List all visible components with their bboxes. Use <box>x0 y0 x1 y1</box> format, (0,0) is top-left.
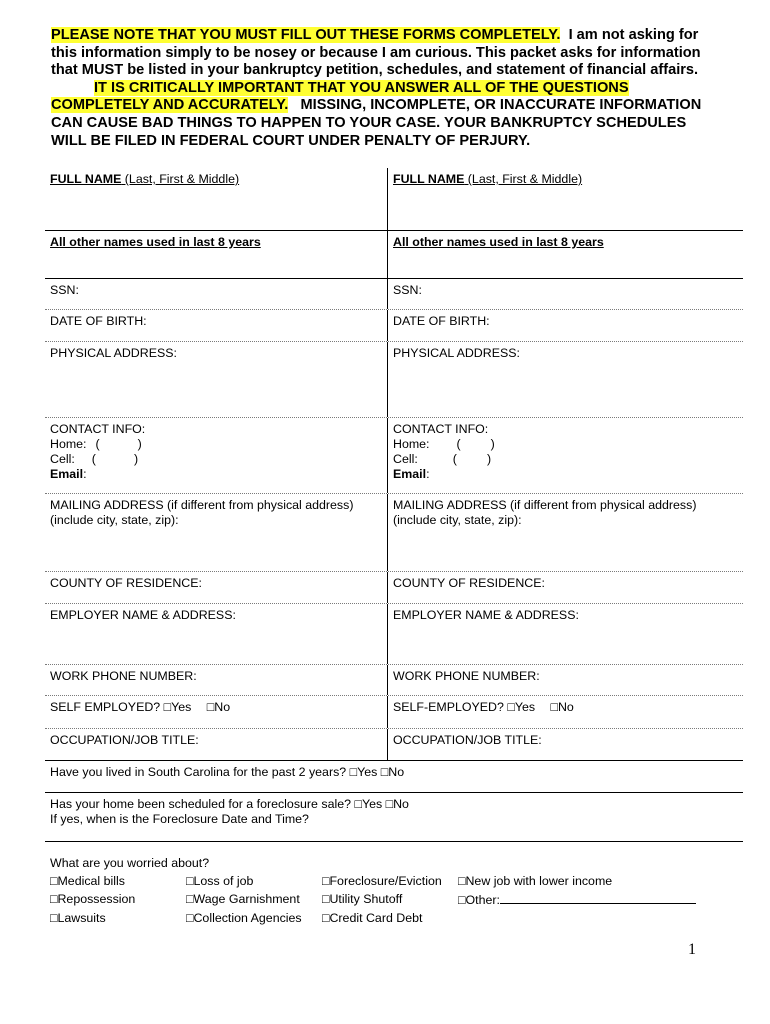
instruction-line-4 <box>51 80 751 98</box>
foreclosure-yes-option[interactable] <box>354 797 382 811</box>
worry-option-repossession[interactable] <box>50 892 186 908</box>
field-label: EMPLOYER NAME & ADDRESS: <box>50 608 236 622</box>
debtor-ssn-field[interactable] <box>45 279 388 309</box>
checkbox-icon[interactable]: □ <box>385 797 394 811</box>
option-label: New job with lower income <box>465 874 613 888</box>
field-label: FULL NAME <box>393 172 465 186</box>
area-code-close: ) <box>486 452 492 466</box>
option-label: Wage Garnishment <box>193 892 300 906</box>
instruction-line-5 <box>51 97 751 115</box>
checkbox-icon[interactable]: □ <box>186 892 194 906</box>
full-name-row <box>45 168 743 231</box>
cell-phone-line <box>50 452 382 467</box>
county-row <box>45 572 743 604</box>
instruction-text: MISSING, INCOMPLETE, OR INACCURATE INFORMATION <box>288 97 702 114</box>
checkbox-icon[interactable]: □ <box>458 893 466 907</box>
residency-no-option[interactable] <box>381 765 404 779</box>
field-label: SSN: <box>50 283 79 297</box>
spouse-other-names-field[interactable] <box>388 231 743 278</box>
field-label: DATE OF BIRTH: <box>393 314 490 328</box>
email-label: Email <box>50 467 84 481</box>
foreclosure-question-row <box>45 793 743 842</box>
email-line <box>393 467 738 482</box>
field-label: FULL NAME <box>50 172 122 186</box>
field-label: PHYSICAL ADDRESS: <box>50 346 177 360</box>
worry-option-credit-card-debt[interactable] <box>322 911 458 926</box>
other-blank-line[interactable] <box>500 892 696 904</box>
checkbox-icon[interactable]: □ <box>507 700 515 714</box>
field-label: PHYSICAL ADDRESS: <box>393 346 520 360</box>
field-label: COUNTY OF RESIDENCE: <box>50 576 202 590</box>
checkbox-icon[interactable]: □ <box>186 874 194 888</box>
option-label: Yes <box>514 700 536 714</box>
field-label: SSN: <box>393 283 422 297</box>
field-label: CONTACT INFO: <box>50 422 146 436</box>
cell-label: Cell: <box>393 452 418 466</box>
field-label: CONTACT INFO: <box>393 422 489 436</box>
worry-option-utility-shutoff[interactable] <box>322 892 458 908</box>
option-label: No <box>557 700 574 714</box>
checkbox-icon[interactable]: □ <box>349 765 358 779</box>
option-label: Yes <box>357 765 378 779</box>
question-text: Has your home been scheduled for a foreclosure sale? <box>50 797 351 811</box>
field-label: MAILING ADDRESS (if different from physical address) <box>393 498 697 512</box>
contact-info-row <box>45 418 743 494</box>
checkbox-icon[interactable]: □ <box>186 911 194 925</box>
worry-option-lawsuits[interactable] <box>50 911 186 926</box>
worries-title: What are you worried about? <box>50 856 210 870</box>
option-label: Collection Agencies <box>193 911 302 925</box>
instruction-line-7: WILL BE FILED IN FEDERAL COURT UNDER PENALTY OF PERJURY. <box>51 132 531 149</box>
self-employed-no-option[interactable] <box>207 700 230 714</box>
checkbox-icon[interactable]: □ <box>458 874 466 888</box>
debtor-full-name-field[interactable] <box>45 168 388 230</box>
field-hint: (include city, state, zip): <box>393 513 522 527</box>
field-hint: (include city, state, zip): <box>50 513 179 527</box>
option-label: Lawsuits <box>57 911 106 925</box>
spouse-self-employed-field <box>388 696 743 728</box>
self-employed-yes-option[interactable] <box>164 700 192 714</box>
other-names-row <box>45 231 743 279</box>
instruction-line-3: that MUST be listed in your bankruptcy petition, schedules, and statement of financial affairs. <box>51 62 699 79</box>
debtor-occupation-field[interactable] <box>45 729 388 760</box>
field-label: SELF EMPLOYED? <box>50 700 161 714</box>
instruction-text: I am not asking for <box>560 27 699 43</box>
field-label: OCCUPATION/JOB TITLE: <box>50 733 199 747</box>
checkbox-icon[interactable]: □ <box>322 892 330 906</box>
self-employed-no-option[interactable] <box>550 700 573 714</box>
instruction-line-2: this information simply to be nosey or because I am curious. This packet asks for information <box>51 44 701 61</box>
field-label: WORK PHONE NUMBER: <box>393 669 540 683</box>
spouse-employer-field[interactable] <box>388 604 743 664</box>
page-number: 1 <box>688 941 696 958</box>
highlighted-notice: COMPLETELY AND ACCURATELY. <box>51 97 289 114</box>
checkbox-icon[interactable]: □ <box>50 911 58 925</box>
field-label: SELF-EMPLOYED? <box>393 700 504 714</box>
email-colon: : <box>83 467 87 481</box>
option-label: Yes <box>171 700 192 714</box>
checkbox-icon[interactable]: □ <box>354 797 362 811</box>
home-label: Home: <box>50 437 87 451</box>
checkbox-icon[interactable]: □ <box>206 700 215 714</box>
spouse-dob-field[interactable] <box>388 310 743 341</box>
field-label: COUNTY OF RESIDENCE: <box>393 576 545 590</box>
debtor-contact-info-field[interactable] <box>45 418 388 493</box>
area-code-open: ( <box>91 452 96 466</box>
worry-option-medical-bills[interactable] <box>50 874 186 889</box>
highlighted-notice: IT IS CRITICALLY IMPORTANT THAT YOU ANSWER ALL OF THE QUESTIONS <box>94 79 629 96</box>
email-label: Email <box>393 467 427 481</box>
work-phone-row <box>45 665 743 696</box>
option-label: Credit Card Debt <box>329 911 423 925</box>
option-label: Loss of job <box>193 874 254 888</box>
residency-question-row <box>45 761 743 793</box>
foreclosure-no-option[interactable] <box>386 797 409 811</box>
ssn-row <box>45 279 743 310</box>
debtor-other-names-field[interactable] <box>45 231 388 278</box>
self-employed-row <box>45 696 743 729</box>
physical-address-row <box>45 342 743 418</box>
debtor-physical-address-field[interactable] <box>45 342 388 417</box>
spouse-full-name-field[interactable] <box>388 168 743 230</box>
home-phone-line <box>393 437 738 452</box>
option-label: No <box>393 797 409 811</box>
option-label: Yes <box>361 797 383 811</box>
worry-option-loss-of-job[interactable] <box>186 874 322 889</box>
field-label: MAILING ADDRESS (if different from physical address) <box>50 498 354 512</box>
worry-option-new-job-lower-income[interactable] <box>458 874 698 889</box>
option-label: Medical bills <box>57 874 125 888</box>
area-code-close: ) <box>133 452 139 466</box>
occupation-row <box>45 729 743 761</box>
foreclosure-question <box>45 793 743 841</box>
option-label: No <box>388 765 405 779</box>
employer-row <box>45 604 743 665</box>
option-label: Other: <box>465 893 500 907</box>
worries-options <box>50 874 738 926</box>
field-label: WORK PHONE NUMBER: <box>50 669 197 683</box>
checkbox-icon[interactable]: □ <box>380 765 389 779</box>
area-code-open: ( <box>456 437 461 451</box>
residency-yes-option[interactable] <box>350 765 378 779</box>
field-label: DATE OF BIRTH: <box>50 314 147 328</box>
debtor-mailing-address-field[interactable] <box>45 494 388 571</box>
option-label: No <box>214 700 231 714</box>
mailing-address-row <box>45 494 743 572</box>
field-label: All other names used in last 8 years <box>393 235 604 249</box>
option-label: Repossession <box>57 892 136 906</box>
debtor-dob-field[interactable] <box>45 310 388 341</box>
cell-label: Cell: <box>50 452 75 466</box>
checkbox-icon[interactable]: □ <box>50 892 58 906</box>
debtor-county-field[interactable] <box>45 572 388 603</box>
spouse-contact-info-field[interactable] <box>388 418 743 493</box>
checkbox-icon[interactable]: □ <box>163 700 172 714</box>
cell-phone-line <box>393 452 738 467</box>
area-code-close: ) <box>137 437 142 451</box>
checkbox-icon[interactable]: □ <box>322 874 330 888</box>
area-code-open: ( <box>452 452 457 466</box>
worry-option-wage-garnishment[interactable] <box>186 892 322 908</box>
worry-option-other[interactable] <box>458 892 698 908</box>
debtor-work-phone-field[interactable] <box>45 665 388 695</box>
worries-section <box>45 842 743 926</box>
area-code-close: ) <box>490 437 495 451</box>
field-hint: (Last, First & Middle) <box>464 172 583 186</box>
spouse-occupation-field[interactable] <box>388 729 743 760</box>
self-employed-yes-option[interactable] <box>507 700 535 714</box>
spouse-ssn-field[interactable] <box>388 279 743 309</box>
home-phone-line <box>50 437 382 452</box>
option-label: Foreclosure/Eviction <box>329 874 442 888</box>
spouse-physical-address-field[interactable] <box>388 342 743 417</box>
debtor-self-employed-field <box>45 696 388 728</box>
email-colon: : <box>426 467 430 481</box>
instruction-line-6: CAN CAUSE BAD THINGS TO HAPPEN TO YOUR CASE. YOUR BANKRUPTCY SCHEDULES <box>51 114 687 131</box>
checkbox-icon[interactable]: □ <box>550 700 558 714</box>
email-line <box>50 467 382 482</box>
spouse-work-phone-field[interactable] <box>388 665 743 695</box>
option-label: Utility Shutoff <box>329 892 403 906</box>
dob-row <box>45 310 743 342</box>
worry-option-collection-agencies[interactable] <box>186 911 322 926</box>
highlighted-notice: PLEASE NOTE THAT YOU MUST FILL OUT THESE FORMS COMPLETELY. <box>51 27 561 43</box>
spouse-county-field[interactable] <box>388 572 743 603</box>
foreclosure-date-prompt[interactable]: If yes, when is the Foreclosure Date and Time? <box>50 812 309 826</box>
field-label: All other names used in last 8 years <box>50 235 261 249</box>
question-text: Have you lived in South Carolina for the past 2 years? <box>50 765 347 779</box>
checkbox-icon[interactable]: □ <box>322 911 330 925</box>
home-label: Home: <box>393 437 430 451</box>
intake-form <box>45 168 743 926</box>
residency-question <box>45 761 743 792</box>
spouse-mailing-address-field[interactable] <box>388 494 743 571</box>
field-hint: (Last, First & Middle) <box>121 172 240 186</box>
area-code-open: ( <box>95 437 100 451</box>
field-label: EMPLOYER NAME & ADDRESS: <box>393 608 579 622</box>
worry-option-foreclosure-eviction[interactable] <box>322 874 458 889</box>
debtor-employer-field[interactable] <box>45 604 388 664</box>
instructions-block <box>51 27 751 150</box>
checkbox-icon[interactable]: □ <box>50 874 58 888</box>
field-label: OCCUPATION/JOB TITLE: <box>393 733 542 747</box>
instruction-line-1 <box>51 27 751 45</box>
